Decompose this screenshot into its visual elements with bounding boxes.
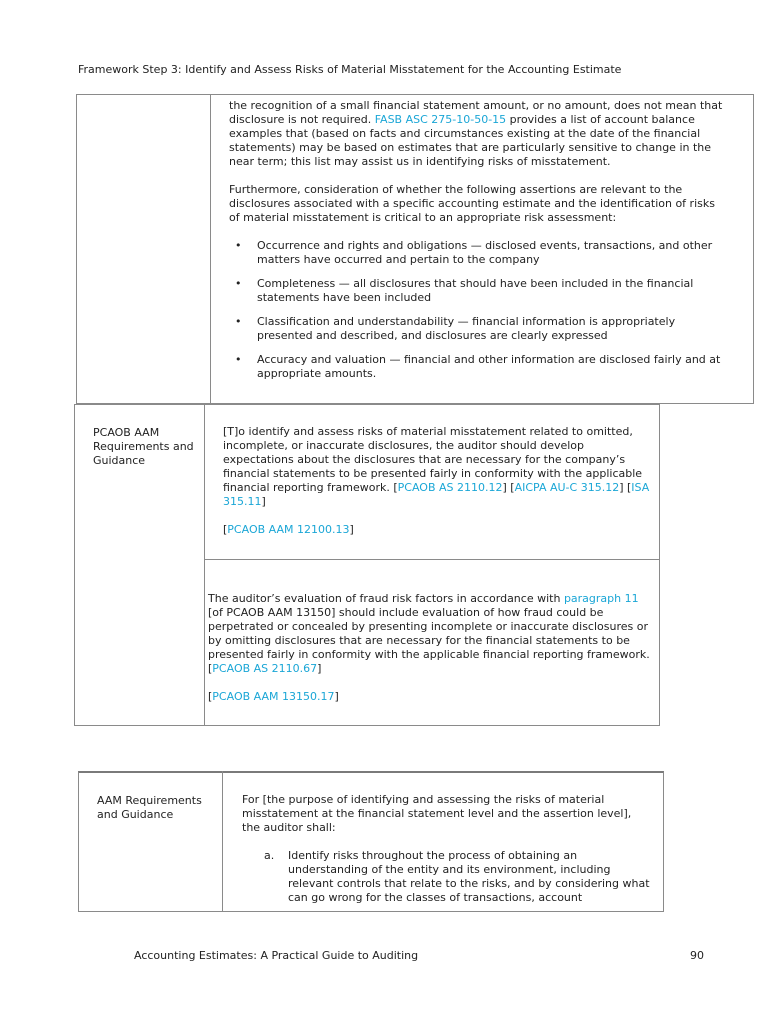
paragraph-11-link[interactable]: paragraph 11 [563,592,639,605]
pcaob-aam-12100-13-link[interactable]: PCAOB AAM 12100.13 [227,523,350,536]
list-item: • Occurrence and rights and obligations — disclosed events, transactions, and other matters have occurred and pertain to the company [229,239,723,267]
assertions-list [229,239,723,381]
disclosure-paragraph: the recognition of a small financial statement amount, or no amount, does not mean that disclosure is not required. FASB ASC 275-10-50-15 provides a list of account balance examples that (based on facts and circumstances existing at the date of the financial statements) may be based on estimates that are particularly sensitive to change in the near term; this list may assist us in identifying risks of misstatement. [229,99,723,168]
list-item: • Classification and understandability — financial information is appropriately presented and described, and disclosures are clearly expressed [229,315,723,343]
citation: [PCAOB AAM 12100.13] [223,523,354,536]
pcaob-as-2110-67-link[interactable]: PCAOB AS 2110.67 [212,662,318,675]
page-number: 90 [690,949,704,962]
fasb-asc-link[interactable]: FASB ASC 275-10-50-15 [374,113,507,126]
list-item: • Completeness — all disclosures that should have been included in the financial statements have been included [229,277,723,305]
table-2-cell-1 [223,425,653,537]
citation: [PCAOB AAM 13150.17] [208,690,339,703]
pcaob-as-2110-12-link[interactable]: PCAOB AS 2110.12 [397,481,503,494]
list-item: a. Identify risks throughout the process of obtaining an understanding of the entity and its environment, including relevant controls that relate to the risks, and by considering what can go wrong for the classes of transactions, account [264,849,650,904]
pcaob-aam-13150-17-link[interactable]: PCAOB AAM 13150.17 [212,690,335,703]
fraud-paragraph: The auditor’s evaluation of fraud risk factors in accordance with paragraph 11 [of PCAOB AAM 13150] should include evaluation of how fraud could be perpetrated or concealed by presenting incomplete or inaccurate disclosures or by omitting disclosures that are necessary for the financial statements to be presented fairly in conformity with the applicable financial reporting framework. [PCAOB AS 2110.67] [208,592,650,675]
pcaob-paragraph: [T]o identify and assess risks of material misstatement related to omitted, incomplete, or inaccurate disclosures, the auditor should develop expectations about the disclosures that are necessary for the company’s financial statements to be presented fairly in conformity with the applicable financial reporting framework. [PCAOB AS 2110.12] [AICPA AU-C 315.12] [ISA 315.11] [223,425,650,508]
page-header: Framework Step 3: Identify and Assess Risks of Material Misstatement for the Accounting Estimate [78,63,622,76]
requirements-list [264,849,652,905]
table-3-label: AAM Requirements and Guidance [97,794,202,821]
assertions-paragraph: Furthermore, consideration of whether the following assertions are relevant to the disclosures associated with a specific accounting estimate and the identification of risks of material misstatement is critical to an appropriate risk assessment: [229,183,715,224]
aam-intro-paragraph: For [the purpose of identifying and assessing the risks of material misstatement at the financial statement level and the assertion level], the auditor shall: [242,793,632,834]
list-item: • Accuracy and valuation — financial and other information are disclosed fairly and at appropriate amounts. [229,353,723,381]
table-2-cell-2 [208,592,654,704]
footer-title: Accounting Estimates: A Practical Guide to Auditing [134,949,419,962]
table-2-label: PCAOB AAM Requirements and Guidance [93,426,194,467]
aicpa-au-c-315-12-link[interactable]: AICPA AU-C 315.12 [514,481,620,494]
isa-315-11-link[interactable]: ISA 315.11 [223,481,650,508]
table-1-content [229,99,723,391]
table-3-content [242,793,652,905]
